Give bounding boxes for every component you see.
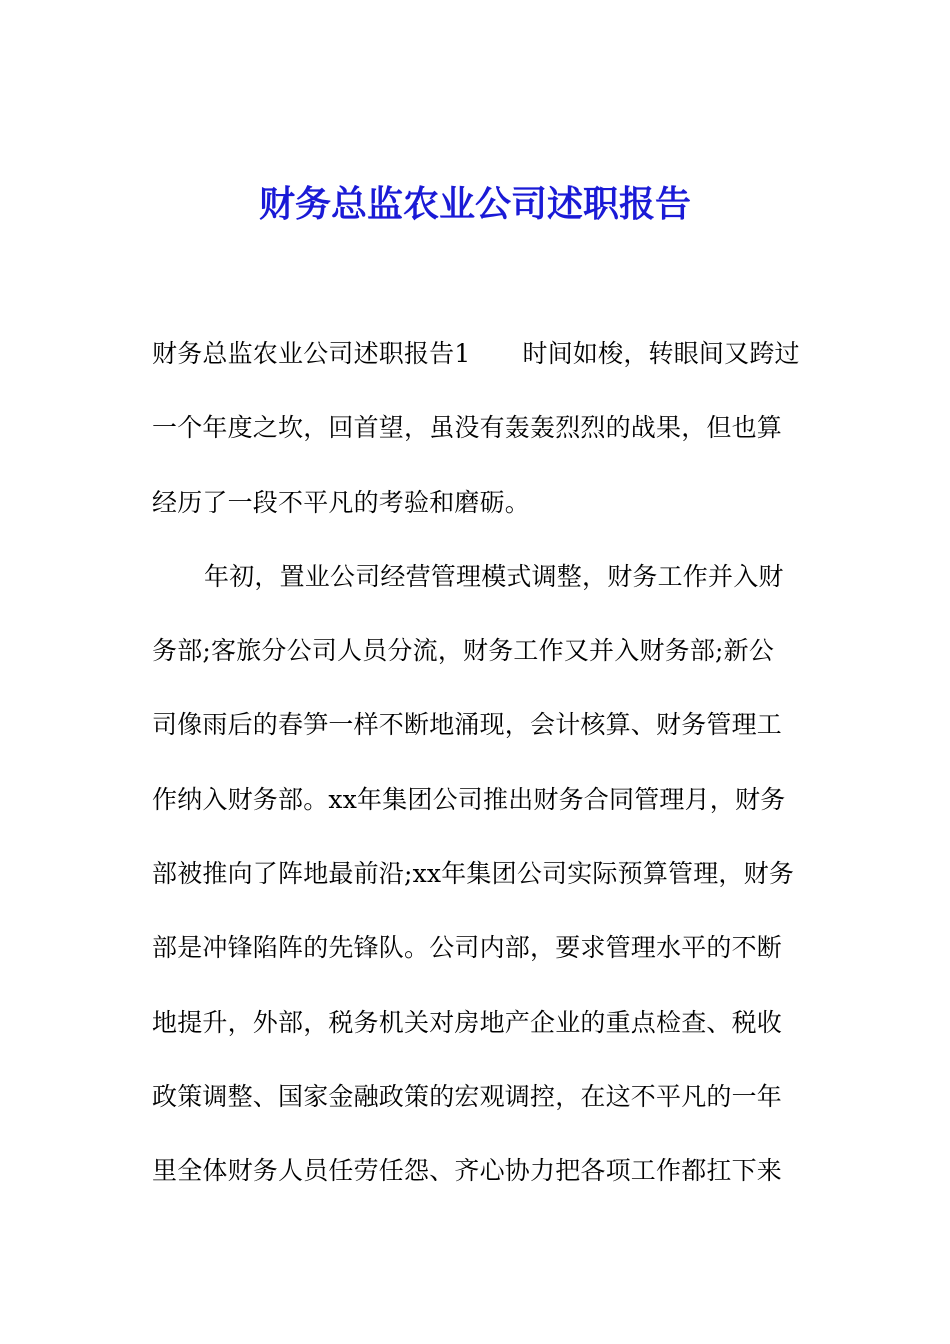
paragraph-line: 务部;客旅分公司人员分流，财务工作又并入财务部;新公 (152, 636, 775, 666)
paragraph-1 (152, 326, 812, 549)
paragraph-line: 地提升，外部，税务机关对房地产企业的重点检查、税收 (152, 1007, 783, 1037)
paragraph-line: 部是冲锋陷阵的先锋队。公司内部，要求管理水平的不断 (152, 933, 783, 963)
paragraph-line: 年初，置业公司经营管理模式调整，财务工作并入财 (204, 561, 784, 591)
section-heading: 财务总监农业公司述职报告1 (152, 339, 471, 368)
paragraph-line: 作纳入财务部。xx年集团公司推出财务合同管理月，财务 (152, 784, 786, 814)
paragraph-line: 经历了一段不平凡的考验和磨砺。 (152, 487, 531, 517)
document-body (152, 326, 812, 1218)
paragraph-2 (152, 549, 812, 1218)
line-text: 时间如梭，转眼间又跨过 (522, 339, 800, 368)
paragraph-line: 一个年度之坎，回首望，虽没有轰轰烈烈的战果，但也算 (152, 413, 783, 443)
paragraph-line (152, 326, 812, 400)
paragraph-line: 司像雨后的春笋一样不断地涌现，会计核算、财务管理工 (152, 710, 783, 740)
paragraph-line: 政策调整、国家金融政策的宏观调控，在这不平凡的一年 (152, 1081, 783, 1111)
document-title: 财务总监农业公司述职报告 (258, 183, 691, 225)
paragraph-line: 部被推向了阵地最前沿;xx年集团公司实际预算管理，财务 (152, 859, 795, 889)
paragraph-line: 里全体财务人员任劳任怨、齐心协力把各项工作都扛下来 (152, 1156, 783, 1186)
